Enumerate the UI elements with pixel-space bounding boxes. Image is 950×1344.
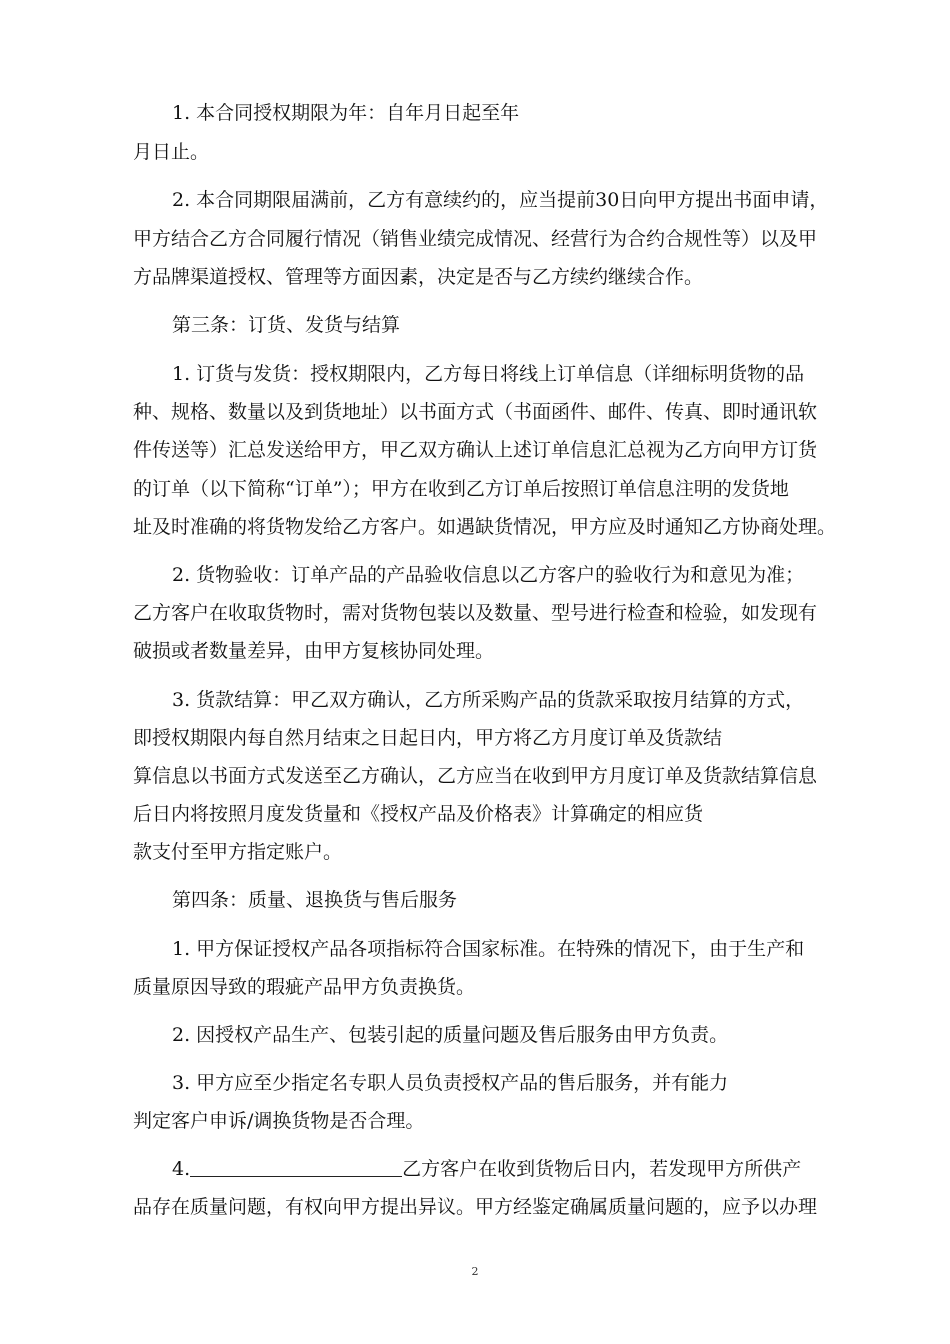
text-line: 方品牌渠道授权、管理等方面因素，决定是否与乙方续约继续合作。	[133, 266, 704, 288]
text-line	[172, 1157, 801, 1181]
section-heading: 第四条：质量、退换货与售后服务	[172, 889, 458, 911]
text-line: 算信息以书面方式发送至乙方确认，乙方应当在收到甲方月度订单及货款结算信息	[133, 765, 818, 787]
text-line: 1. 订货与发货：授权期限内，乙方每日将线上订单信息（详细标明货物的品	[172, 363, 805, 385]
item-number: 4.	[172, 1158, 191, 1180]
text-line: 后日内将按照月度发货量和《授权产品及价格表》计算确定的相应货	[133, 803, 704, 825]
text-line: 甲方结合乙方合同履行情况（销售业绩完成情况、经营行为合约合规性等）以及甲	[133, 228, 818, 250]
text-line: 2. 货物验收：订单产品的产品验收信息以乙方客户的验收行为和意见为准；	[172, 564, 805, 586]
text-line: 破损或者数量差异，由甲方复核协同处理。	[133, 640, 495, 662]
fill-in-blank	[190, 1158, 402, 1177]
text-line: 1. 甲方保证授权产品各项指标符合国家标准。在特殊的情况下，由于生产和	[172, 938, 805, 960]
text-line: 2. 因授权产品生产、包装引起的质量问题及售后服务由甲方负责。	[172, 1024, 729, 1046]
text-line: 种、规格、数量以及到货地址）以书面方式（书面函件、邮件、传真、即时通讯软	[133, 401, 818, 423]
section-heading: 第三条：订货、发货与结算	[172, 314, 401, 336]
text-line: 件传送等）汇总发送给甲方，甲乙双方确认上述订单信息汇总视为乙方向甲方订货	[133, 439, 818, 461]
text-line: 3. 货款结算：甲乙双方确认，乙方所采购产品的货款采取按月结算的方式，	[172, 689, 805, 711]
page-number: 2	[471, 1265, 479, 1278]
text-line: 品存在质量问题，有权向甲方提出异议。甲方经鉴定确属质量问题的，应予以办理	[133, 1196, 818, 1218]
text-line: 3. 甲方应至少指定名专职人员负责授权产品的售后服务，并有能力	[172, 1072, 729, 1094]
text-line: 款支付至甲方指定账户。	[133, 841, 343, 863]
text-line: 址及时准确的将货物发给乙方客户。如遇缺货情况，甲方应及时通知乙方协商处理。	[133, 516, 837, 538]
text-fragment: 乙方客户在收到货物后日内，若发现甲方所供产	[402, 1158, 802, 1180]
text-line: 1. 本合同授权期限为年：自年月日起至年	[172, 102, 520, 124]
text-line: 2. 本合同期限届满前，乙方有意续约的，应当提前30日向甲方提出书面申请，	[172, 189, 829, 211]
text-line: 质量原因导致的瑕疵产品甲方负责换货。	[133, 976, 476, 998]
text-line: 的订单（以下简称“订单”）；甲方在收到乙方订单后按照订单信息注明的发货地	[133, 478, 789, 500]
text-line: 月日止。	[133, 141, 210, 163]
text-line: 即授权期限内每自然月结束之日起日内，甲方将乙方月度订单及货款结	[133, 727, 723, 749]
text-line: 乙方客户在收取货物时，需对货物包装以及数量、型号进行检查和检验，如发现有	[133, 602, 818, 624]
text-line: 判定客户申诉/调换货物是否合理。	[133, 1110, 425, 1132]
